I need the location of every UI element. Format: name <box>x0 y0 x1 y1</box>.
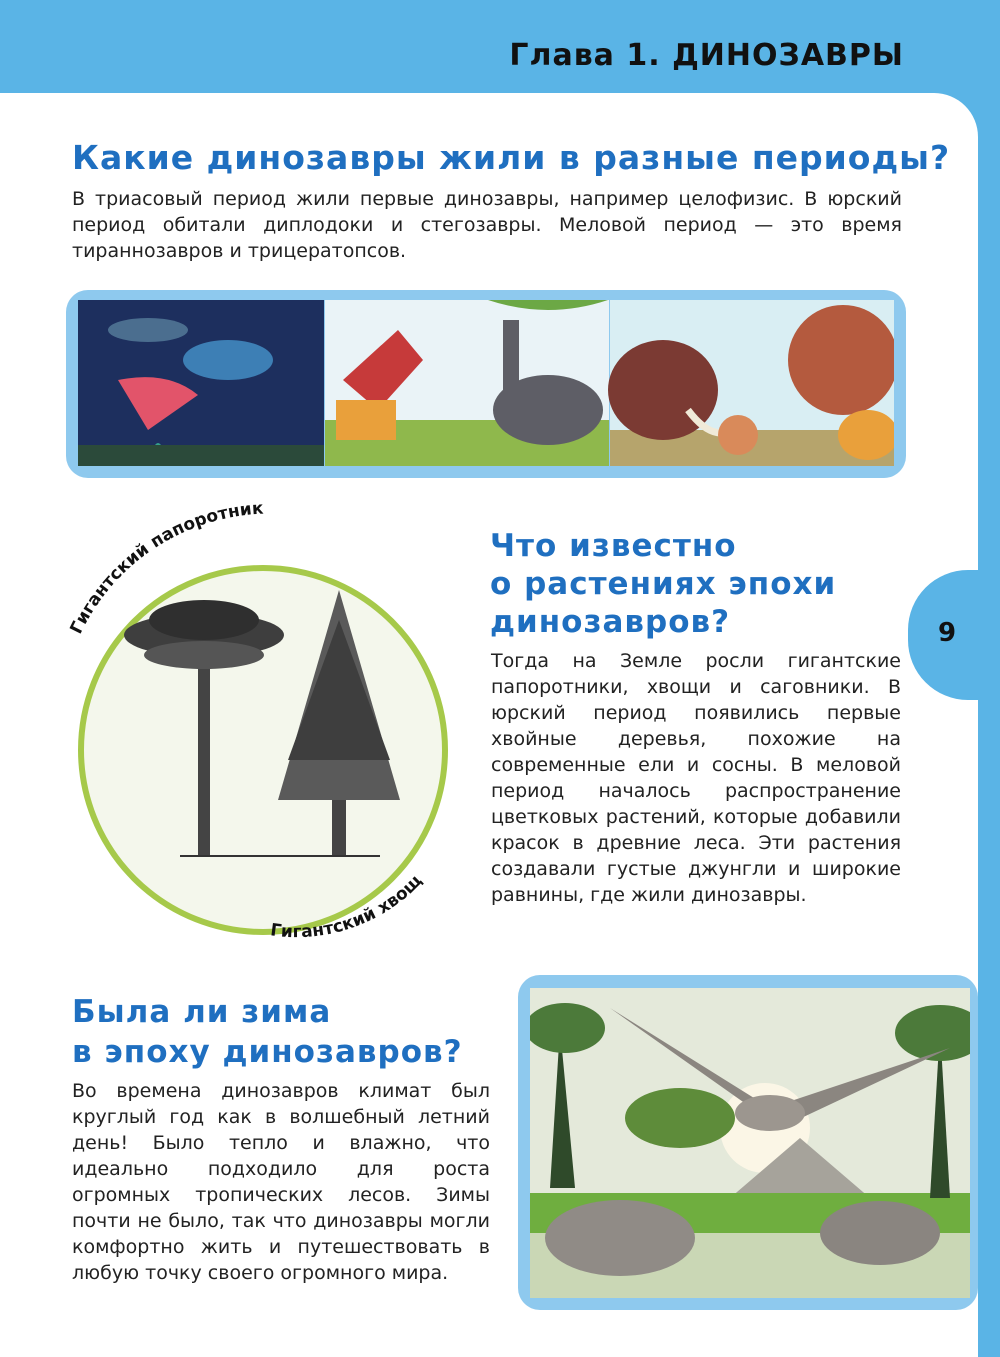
section2-text: Тогда на Земле росли гигантские папоротники, хвощи и саговники. В юрский период появились первые хвойные деревья, похожие на современные ели и сосны. В меловой период началось распространение цветковых растений, которые добавили красок в древние леса. Эти растения создавали густые джунгли и широкие равнины, где жили динозавры. <box>491 650 901 906</box>
section3-title-line2: в эпоху динозавров? <box>72 1034 463 1070</box>
caption-fern-text: Гигантский папоротник <box>66 498 265 638</box>
sauropod-neck <box>503 320 519 400</box>
page-number: 9 <box>938 618 957 648</box>
section1-text: В триасовый период жили первые динозавры, например целофизис. В юрский период обитали диплодоки и стегозавры. Меловой период — это время тираннозавров и трицератопсов. <box>72 188 902 262</box>
bush <box>625 1088 735 1148</box>
pterosaur-body <box>735 1095 805 1131</box>
chapter-title: Глава 1. ДИНОЗАВРЫ <box>509 38 904 73</box>
svg-text:Гигантский хвощ <box>269 871 426 942</box>
caption-horsetail-text: Гигантский хвощ <box>269 870 427 943</box>
section2-title-line2: о растениях эпохи <box>490 566 837 602</box>
mammoth-right <box>788 305 894 415</box>
periods-illustration <box>78 300 894 466</box>
section2-title-line1: Что известно <box>490 528 737 564</box>
section3-title-line1: Была ли зима <box>72 994 332 1030</box>
boulder-right <box>820 1201 940 1265</box>
rock-shape <box>336 400 396 440</box>
boulder-left <box>545 1200 695 1276</box>
section1-title: Какие динозавры жили в разные периоды? <box>72 138 951 177</box>
section2-title-line3: динозавров? <box>490 604 731 640</box>
winter-illustration <box>530 988 970 1298</box>
caveman-shape <box>718 415 758 455</box>
marine-reptile-shape <box>108 318 188 342</box>
fern-trunk <box>198 640 210 855</box>
section3-text: Во времена динозавров климат был круглый год как в волшебный летний день! Было тепло и влажно, что идеально подходило для роста огромных тропических лесов. Зимы почти не было, так что динозавры могли комфортно жить и путешествовать в любую точку своего огромного мира. <box>72 1080 490 1284</box>
fish-shape <box>183 340 273 380</box>
svg-text:Гигантский папоротник <box>66 499 264 638</box>
horsetail-caption <box>260 835 460 945</box>
fern-caption <box>40 495 340 655</box>
seabed <box>78 445 324 466</box>
